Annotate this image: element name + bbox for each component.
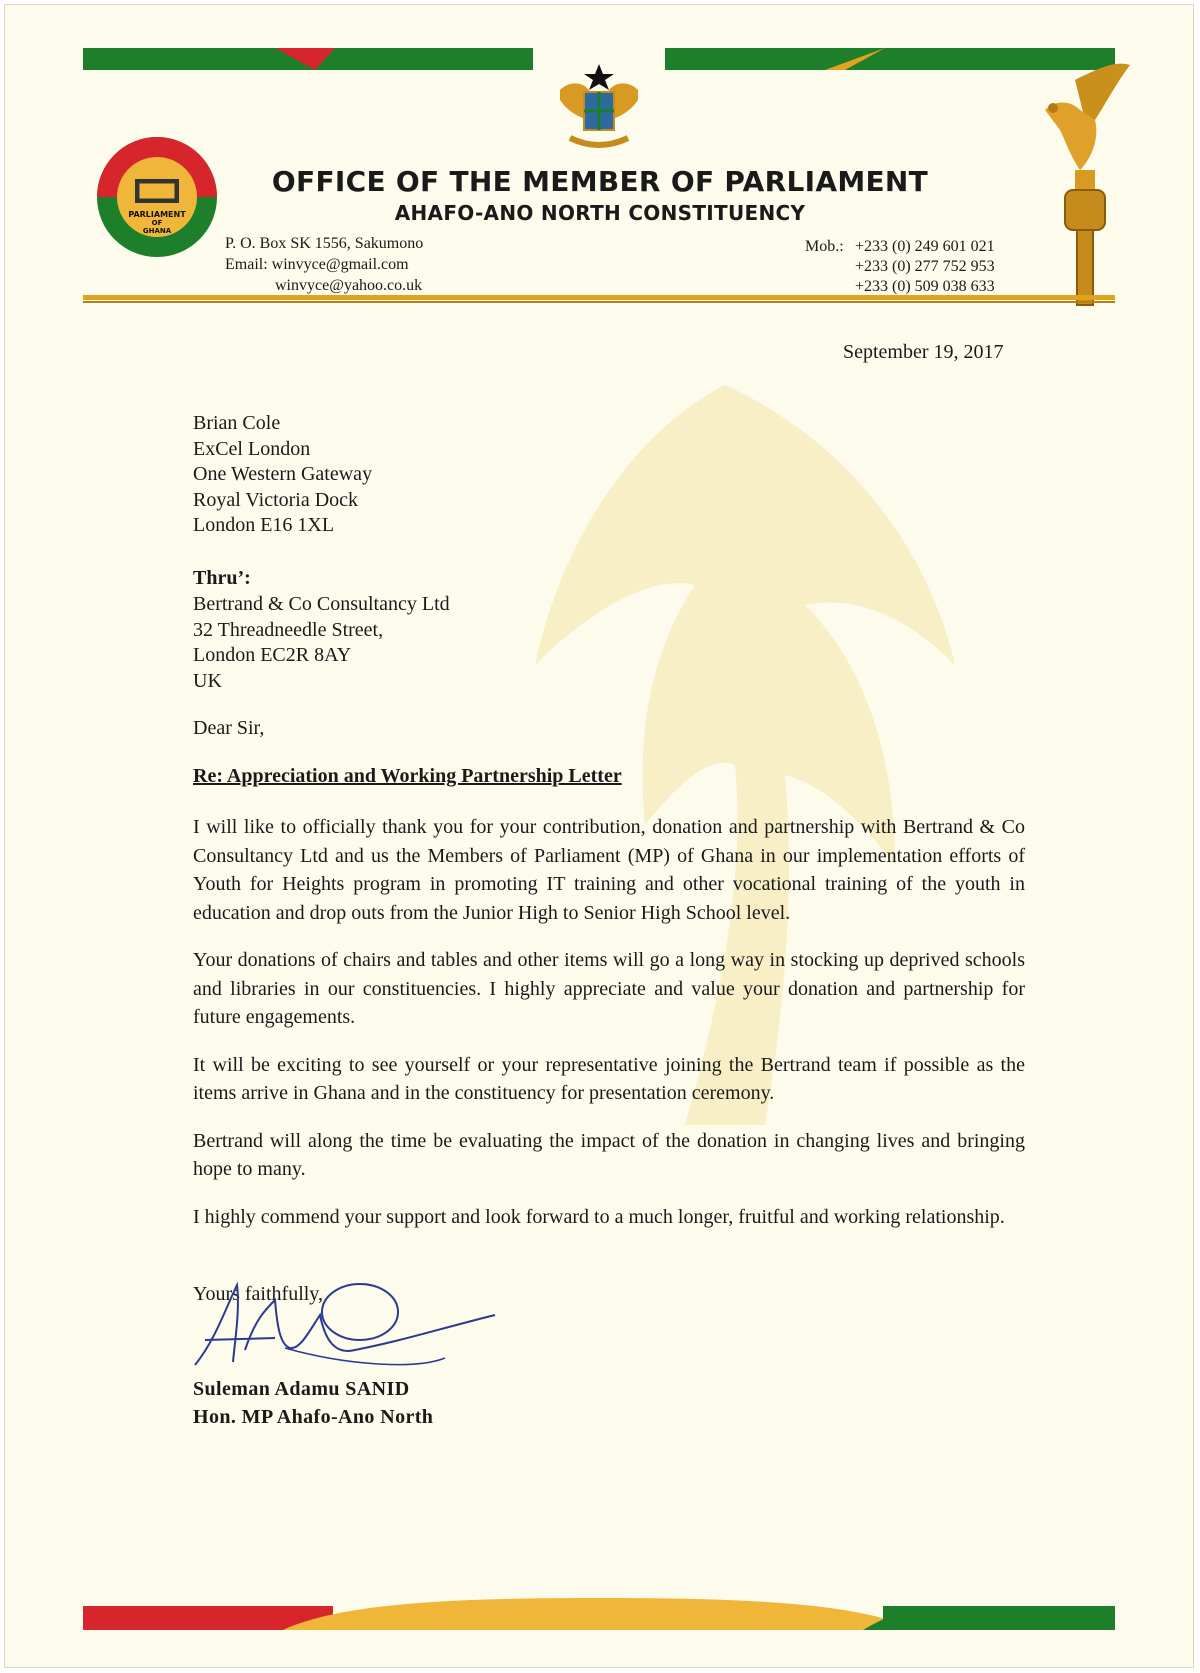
handwritten-signature-icon	[185, 1270, 525, 1380]
thru-line: 32 Threadneedle Street,	[193, 618, 384, 641]
coat-of-arms-icon	[540, 60, 658, 160]
phone-number: +233 (0) 249 601 021	[855, 238, 995, 255]
header-gold-swoosh	[825, 48, 885, 70]
phone-row	[805, 257, 995, 277]
postal-address: P. O. Box SK 1556, Sakumono	[225, 235, 424, 252]
contact-block-right	[805, 237, 995, 297]
signatory-block	[193, 1375, 433, 1431]
mobile-label: Mob.:	[805, 238, 844, 255]
recipient-line: Brian Cole	[193, 412, 281, 434]
letter-date: September 19, 2017	[843, 341, 1004, 363]
email-label: Email:	[225, 256, 268, 273]
phone-row	[805, 277, 995, 297]
closing-phrase: Yours faithfully,	[193, 1283, 324, 1305]
phone-row	[805, 237, 995, 257]
signatory-title: Hon. MP Ahafo-Ano North	[193, 1406, 434, 1428]
thru-address	[193, 592, 450, 694]
recipient-address	[193, 411, 372, 539]
body-paragraph: Your donations of chairs and tables and other items will go a long way in stocking up deprived schools and libraries in our constituencies. I highly appreciate and value your donation and partnership for future engagements.	[193, 949, 1025, 1028]
contact-block-left	[225, 233, 423, 296]
phone-number: +233 (0) 509 038 633	[855, 278, 995, 295]
subject-line: Re: Appreciation and Working Partnership Letter	[193, 765, 622, 787]
body-paragraph: It will be exciting to see yourself or your representative joining the Bertrand team if possible as the items arrive in Ghana and in the constituency for presentation ceremony.	[193, 1053, 1025, 1104]
body-paragraph: I highly commend your support and look forward to a much longer, fruitful and working relationship.	[193, 1205, 1005, 1228]
phone-number: +233 (0) 277 752 953	[855, 258, 995, 275]
salutation: Dear Sir,	[193, 717, 265, 739]
letter-page	[4, 4, 1194, 1668]
recipient-line: One Western Gateway	[193, 463, 373, 485]
svg-text:PARLIAMENT: PARLIAMENT	[128, 210, 186, 219]
email-primary: winvyce@gmail.com	[271, 256, 409, 273]
eagle-mace-icon	[1035, 60, 1135, 310]
recipient-line: Royal Victoria Dock	[193, 488, 359, 511]
constituency-subtitle: AHAFO-ANO NORTH CONSTITUENCY	[394, 201, 806, 225]
header-divider	[83, 295, 1115, 300]
email-line-1	[225, 254, 423, 275]
recipient-line: London E16 1XL	[193, 514, 335, 536]
thru-label: Thru’:	[193, 567, 251, 589]
email-secondary: winvyce@yahoo.co.uk	[275, 277, 423, 294]
svg-text:OF: OF	[151, 219, 163, 227]
thru-line: London EC2R 8AY	[193, 644, 352, 666]
office-title: OFFICE OF THE MEMBER OF PARLIAMENT	[271, 165, 929, 198]
thru-line: Bertrand & Co Consultancy Ltd	[193, 593, 450, 615]
recipient-line: ExCel London	[193, 437, 311, 460]
header-divider-shadow	[83, 301, 1115, 303]
body-paragraph: I will like to officially thank you for your contribution, donation and partnership with Bertrand & Co Consultancy Ltd and us the Members of Parliament (MP) of Ghana in our implementation efforts of Youth for Heights program in promoting IT training and other vocational training of the youth in education and drop outs from the Junior High to Senior High School level.	[193, 816, 1025, 924]
signatory-name: Suleman Adamu SANID	[193, 1378, 410, 1400]
letter-body	[193, 813, 1025, 1250]
svg-text:GHANA: GHANA	[142, 227, 172, 235]
header-red-swoosh	[275, 48, 335, 70]
thru-line: UK	[193, 669, 222, 692]
footer-band	[83, 1598, 1115, 1630]
body-paragraph: Bertrand will along the time be evaluating the impact of the donation in changing lives and bringing hope to many.	[193, 1129, 1025, 1180]
